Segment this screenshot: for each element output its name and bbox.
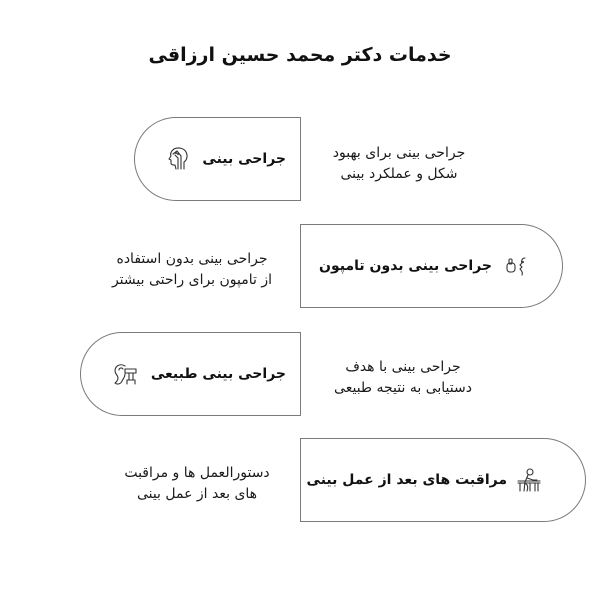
service-label: مراقبت های بعد از عمل بینی	[306, 472, 507, 488]
description-line: های بعد از عمل بینی	[136, 486, 258, 502]
service-label: جراحی بینی	[202, 151, 286, 167]
service-card-aftercare	[300, 438, 586, 522]
service-label: جراحی بینی بدون تامپون	[319, 258, 492, 274]
service-card-rhinoplasty	[134, 117, 301, 201]
person-desk-icon	[515, 466, 543, 494]
description-line: دستورالعمل ها و مراقبت	[124, 465, 270, 481]
face-inhaler-icon	[502, 252, 530, 280]
description-line: شکل و عملکرد بینی	[340, 166, 458, 182]
service-label: جراحی بینی طبیعی	[150, 366, 286, 382]
description-line: جراحی بینی با هدف	[345, 359, 461, 375]
head-nose-icon	[164, 145, 192, 173]
service-card-natural	[80, 332, 301, 416]
service-card-tamponless	[300, 224, 563, 308]
service-description	[102, 463, 292, 505]
page-title: خدمات دکتر محمد حسین ارزاقی	[148, 44, 452, 66]
ear-otoscope-icon	[111, 360, 139, 388]
service-description	[92, 249, 292, 291]
description-line: جراحی بینی برای بهبود	[332, 145, 466, 161]
description-line: دستیابی به نتیجه طبیعی	[334, 380, 472, 396]
description-line: جراحی بینی بدون استفاده	[116, 251, 268, 267]
description-line: از تامپون برای راحتی بیشتر	[111, 272, 273, 288]
service-description	[318, 143, 480, 185]
service-description	[318, 357, 488, 399]
